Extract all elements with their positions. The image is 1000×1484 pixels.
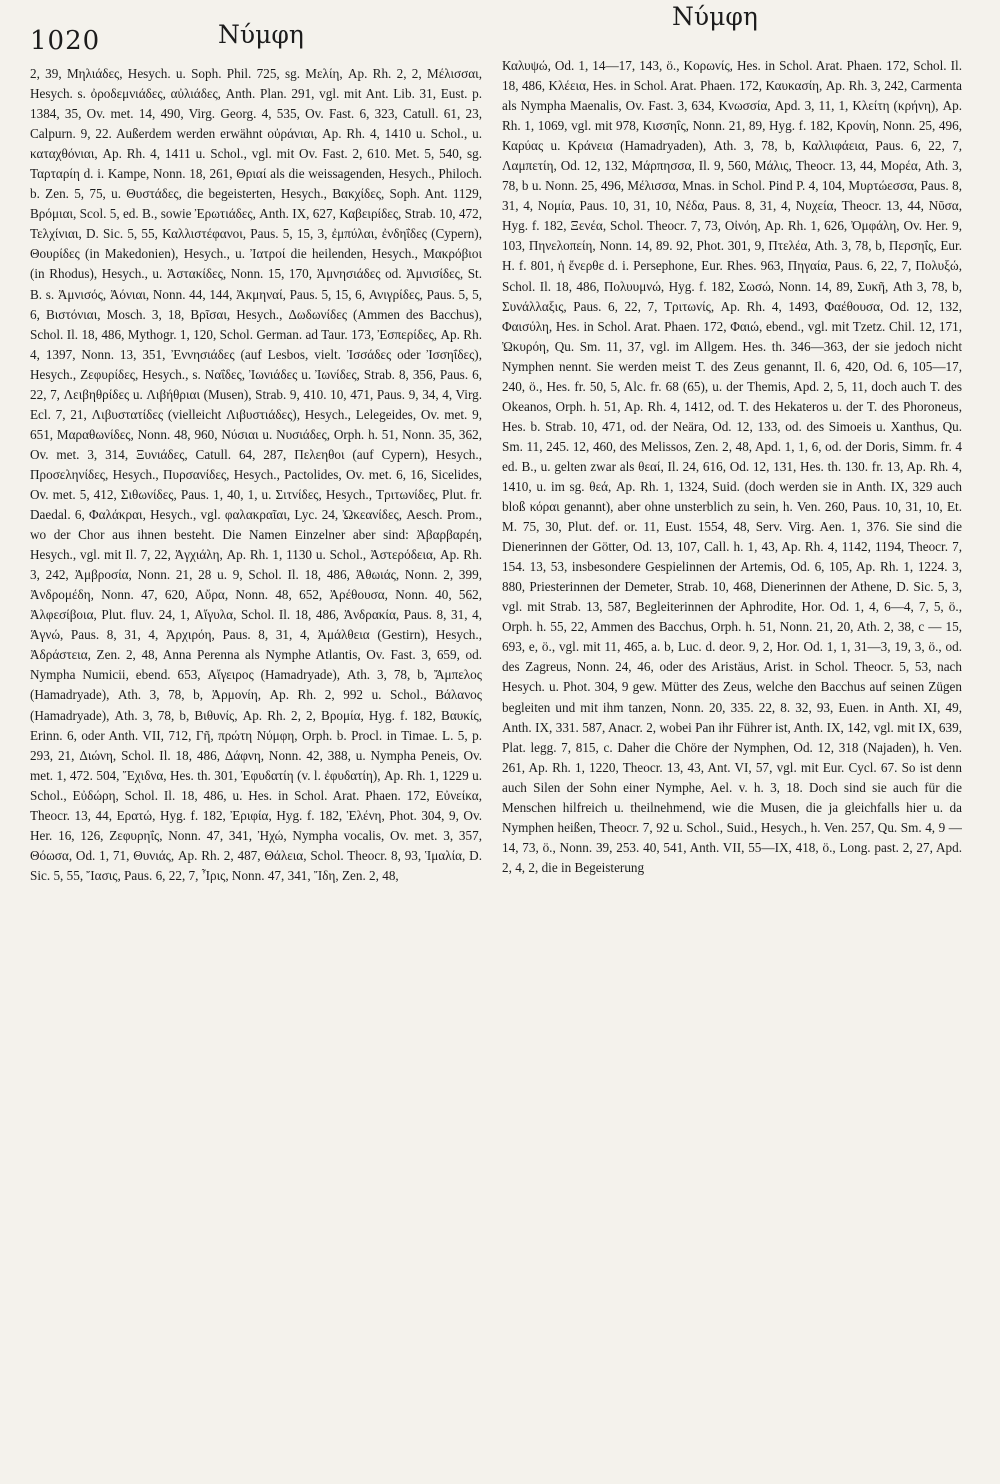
right-column xyxy=(502,56,962,1466)
page-number: 1020 xyxy=(30,26,101,56)
right-column-text: Καλυψώ, Od. 1, 14—17, 143, ö., Κορωνίς, Hes. in Schol. Arat. Phaen. 172, Schol. Il. 18, 486, Κλέεια, Hes. in Schol. Arat. Phaen. 172, Καυκασίη, Ap. Rh. 3, 242, Carmenta als Nympha Maenalis, Ov. Fast. 3, 634, Κνωσσία, Apd. 3, 11, 1, Κλείτη (κρήνη), Ap. Rh. 1, 1069, vgl. mit 978, Κισσηΐς, Nonn. 21, 89, Hyg. f. 182, Κρονίη, Nonn. 25, 496, Καρύας u. Κράνεια (Hamadryaden), Ath. 3, 78, b, Καλλιφάεια, Paus. 6, 22, 7, Λαμπετίη, Od. 12, 132, Μάρπησσα, Il. 9, 560, Μάλις, Theocr. 13, 44, Μορέα, Ath. 3, 78, b u. Nonn. 25, 496, Μέλισσα, Mnas. in Schol. Pind P. 4, 104, Μυρτώεσσα, Paus. 8, 31, 4, Νομία, Paus. 10, 31, 10, Νέδα, Paus. 8, 31, 4, Νυχεία, Theocr. 13, 44, Νῦσα, Hyg. f. 182, Ξενέα, Schol. Theocr. 7, 73, Οἰνόη, Ap. Rh. 1, 626, Ὀμφάλη, Ov. Her. 9, 103, Πηνελοπείη, Nonn. 14, 89. 92, Phot. 301, 9, Πτελέα, Ath. 3, 78, b, Περσηΐς, Eur. H. f. 801, ἡ ἔνερθε d. i. Persephone, Eur. Rhes. 963, Πηγαία, Paus. 6, 22, 7, Πολυξώ, Schol. Il. 18, 486, Πολυυμνώ, Hyg. f. 182, Σωσώ, Nonn. 14, 89, Συκῆ, Ath 3, 78, b, Συνάλλαξις, Paus. 6, 22, 7, Τριτωνίς, Ap. Rh. 4, 1493, Φαέθουσα, Od. 12, 132, Φαισύλη, Hes. in Schol. Arat. Phaen. 172, Φαιώ, ebend., vgl. mit Tzetz. Chil. 12, 171, Ὠκυρόη, Qu. Sm. 11, 37, vgl. im Allgem. Hes. th. 346—363, der sie jedoch nicht Nymphen nennt. Sie werden meist T. des Zeus genannt, Il. 6, 420, Od. 6, 105—17, 240, ö., Hes. fr. 50, 5, Alc. fr. 68 (65), u. der Themis, Apd. 2, 5, 11, doch auch T. des Okeanos, Orph. h. 51, Ap. Rh. 4, 1412, od. T. des Hekateros u. der T. des Phoroneus, Hes. b. Strab. 10, 471, od. der Neära, Od. 12, 133, od. des Simoeis u. Xanthus, Qu. Sm. 11, 245. 12, 460, des Melissos, Zen. 2, 48, Apd. 1, 1, 6, od. der Doris, Simm. fr. 4 ed. B., u. gelten zwar als θεαί, Il. 24, 616, Od. 12, 131, Hes. th. 130. fr. 13, Ap. Rh. 4, 1410, u. im sg. θεά, Ap. Rh. 1, 1324, Suid. (doch werden sie in Anth. IX, 329 auch bloß κόραι genannt), aber ohne unsterblich zu sein, h. Ven. 260, Paus. 10, 31, 10, Et. M. 75, 30, Plut. def. or. 11, Eust. 1554, 48, Serv. Virg. Aen. 1, 376. Sie sind die Dienerinnen der Götter, Od. 13, 107, Call. h. 1, 43, Ap. Rh. 4, 1142, 1194, Theocr. 7, 154. 13, 53, insbesondere Gespielinnen der Artemis, Od. 6, 105, Ap. Rh. 1, 1224. 3, 880, Priesterinnen der Demeter, Strab. 10, 468, Dienerinnen der Athene, D. Sic. 5, 3, vgl. mit Strab. 13, 587, Begleiterinnen der Aphrodite, Hor. Od. 1, 4, 6—4, 7, 5, ö., Orph. h. 55, 22, Ammen des Bacchus, Orph. h. 51, Nonn. 21, 20, Ath. 2, 38, c — 15, 693, e, ö., vgl. mit 11, 465, a. b, Luc. d. deor. 9, 2, Hor. Od. 1, 1, 31—3, 19, 3, ö., od. des Zagreus, Nonn. 24, 46, oder des Aristäus, Arist. in Schol. Theocr. 5, 53, nach Hesych. u. Phot. 304, 9 gew. Mütter des Zeus, welche den Bacchus auf seinen Zügen begleiten und mit ihm tanzen, Nonn. 20, 335. 22, 8. 32, 93, Euen. in Anth. XI, 49, Anth. IX, 331. 587, Anacr. 2, wobei Pan ihr Führer ist, Anth. IX, 142, vgl. mit IX, 639, Plat. legg. 7, 815, c. Daher die Chöre der Nymphen, Od. 12, 318 (Najaden), h. Ven. 261, Ap. Rh. 1, 1220, Theocr. 13, 43, Ant. VI, 57, vgl. mit Eur. Cycl. 67. So ist denn auch Silen der Sohn einer Nymphe, Ael. v. h. 3, 18. Doch sind sie auch für die Menschen hilfreich u. theilnehmend, wie die Musen, die ja gleichfalls hier u. da Nymphen heißen, Theocr. 7, 92 u. Schol., Suid., Hesych., h. Ven. 257, Qu. Sm. 4, 9 — 14, 73, ö., Nonn. 39, 253. 40, 541, Anth. VII, 55—IX, 418, ö., Long. past. 2, 27, Apd. 2, 4, 2, die in Begeisterung xyxy=(502,58,962,875)
left-column xyxy=(30,64,482,1474)
page-header xyxy=(0,0,1000,60)
left-column-text: 2, 39, Μηλιάδες, Hesych. u. Soph. Phil. 725, sg. Μελίη, Ap. Rh. 2, 2, Μέλισσαι, Hesych. s. ὀροδεμνιάδες, αὐλιάδες, Anth. Plan. 291, vgl. mit Ant. Lib. 31, Eust. p. 1384, 35, Ov. met. 14, 490, Virg. Georg. 4, 535, Ov. Fast. 6, 323, Catull. 61, 23, Calpurn. 9, 22. Außerdem werden erwähnt οὐράνιαι, Ap. Rh. 4, 1410 u. Schol., u. καταχθόνιαι, Ap. Rh. 4, 1411 u. Schol., vgl. mit Ov. Fast. 2, 610. Met. 5, 540, sg. Ταρταρίη d. i. Kampe, Nonn. 18, 261, Θριαί als die weissagenden, Hesych., Philoch. b. Zen. 5, 75, u. Θυστάδες, die begeisterten, Hesych., Βακχίδες, Soph. Ant. 1129, Βρόμιαι, Scol. 5, ed. B., sowie Ἐρωτιάδες, Anth. IX, 627, Καβειρίδες, Strab. 10, 472, Τελχίνιαι, D. Sic. 5, 55, Καλλιστέφανοι, Paus. 5, 15, 3, ἐμπύλαι, ἐνδηΐδες (Cypern), Θουρίδες (in Makedonien), Hesych., u. Ἰατροί die heilenden, Hesych., Μακρόβιοι (in Rhodus), Hesych., u. Ἀστακίδες, Nonn. 15, 170, Ἀμνησιάδες od. Ἀμνισίδες, St. B. s. Ἀμνισός, Ἀόνιαι, Nonn. 44, 144, Ἀκμηναί, Paus. 5, 15, 6, Ανιγρίδες, Paus. 5, 5, 6, Βιστόνιαι, Mosch. 3, 18, Βρῖσαι, Hesych., Δωδωνίδες (Ammen des Bacchus), Schol. Il. 18, 486, Mythogr. 1, 120, Schol. German. ad Taur. 173, Ἐσπερίδες, Ap. Rh. 4, 1397, Nonn. 13, 351, Ἐννησιάδες (auf Lesbos, vielt. Ἰσσάδες oder Ἰσσηΐδες), Hesych., Ζεφυρίδες, Hesych., s. Ναΐδες, Ἰωνιάδες u. Ἰωνίδες, Strab. 8, 356, Paus. 6, 22, 7, Λειβηθρίδες u. Λιβήθριαι (Musen), Strab. 9, 410. 10, 471, Paus. 9, 34, 4, Virg. Ecl. 7, 21, Λιβυστατίδες (vielleicht Λιβυστιάδες), Hesych., Lelegeides, Ov. met. 9, 651, Μαραθωνίδες, Nonn. 48, 960, Νύσιαι u. Νυσιάδες, Orph. h. 51, Nonn. 35, 362, Ov. met. 3, 314, Ξυνιάδες, Catull. 64, 287, Πελεηθοι (auf Cypern), Hesych., Προσεληνίδες, Hesych., Πυρσανίδες, Hesych., Pactolides, Ov. met. 6, 16, Sicelides, Ov. met. 5, 412, Σιθωνίδες, Paus. 1, 40, 1, u. Σιτνίδες, Hesych., Τριτωνίδες, Plut. fr. Daedal. 6, Φαλάκραι, Hesych., vgl. φαλακραῖαι, Lyc. 24, Ὠκεανίδες, Aesch. Prom., wo der Chor aus ihnen besteht. Die Namen Einzelner aber sind: Ἀβαρβαρέη, Hesych., vgl. mit Il. 7, 22, Ἀγχιάλη, Ap. Rh. 1, 1130 u. Schol., Ἀστερόδεια, Ap. Rh. 3, 242, Ἀμβροσία, Nonn. 21, 28 u. 9, Schol. Il. 18, 486, Ἀθωιάς, Nonn. 2, 399, Ἀνδρομέδη, Nonn. 47, 620, Αὔρα, Nonn. 48, 652, Ἀρέθουσα, Nonn. 40, 562, Ἀλφεσίβοια, Plut. fluv. 24, 1, Αἴγυλα, Schol. Il. 18, 486, Ἀνδρακία, Paus. 8, 31, 4, Ἁγνώ, Paus. 8, 31, 4, Ἀρχιρόη, Paus. 8, 31, 4, Ἀμάλθεια (Gestirn), Hesych., Ἀδράστεια, Zen. 2, 48, Anna Perenna als Nymphe Atlantis, Ov. Fast. 3, 659, od. Nympha Numicii, ebend. 653, Αἴγειρος (Hamadryade), Ath. 3, 78, b, Ἄμπελος (Hamadryade), Ath. 3, 78, b, Ἁρμονίη, Ap. Rh. 2, 992 u. Schol., Βάλανος (Hamadryade), Ath. 3, 78, b, Βιθυνίς, Ap. Rh. 2, 2, Βρομία, Hyg. f. 182, Βαυκίς, Erinn. 6, oder Anth. VII, 712, Γῆ, πρώτη Νύμφη, Orph. b. Procl. in Timae. L. 5, p. 293, 21, Διώνη, Schol. Il. 18, 486, Δάφνη, Nonn. 42, 388, u. Nympha Peneis, Ov. met. 1, 472. 504, Ἔχιδνα, Hes. th. 301, Ἐφυδατίη (v. l. ἐφυδατίη), Ap. Rh. 1, 1229 u. Schol., Εὐδώρη, Schol. Il. 18, 486, u. Hes. in Schol. Arat. Phaen. 172, Εὐνείκα, Theocr. 13, 44, Ερατώ, Hyg. f. 182, Ἐριφία, Hyg. f. 182, Ἑλένη, Phot. 304, 9, Ov. Her. 16, 126, Ζεφυρηΐς, Nonn. 47, 341, Ἠχώ, Nympha vocalis, Ov. met. 3, 357, Θόωσα, Od. 1, 71, Θυνιάς, Ap. Rh. 2, 487, Θάλεια, Schol. Theocr. 8, 93, Ἱμαλία, D. Sic. 5, 55, Ἴασις, Paus. 6, 22, 7, Ἶρις, Nonn. 47, 341, Ἴδη, Zen. 2, 48, xyxy=(30,66,482,883)
running-headword-right: Νύμφη xyxy=(672,2,758,31)
running-headword-left: Νύμφη xyxy=(218,20,304,49)
